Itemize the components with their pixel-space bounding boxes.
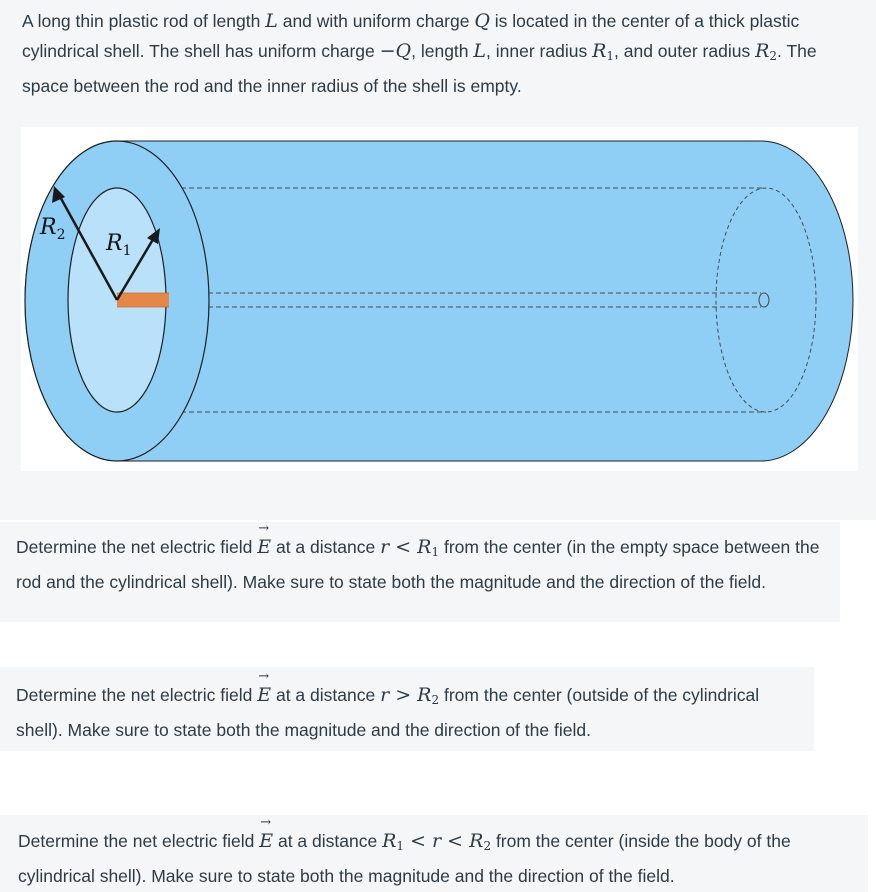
math-R2: $R_2$: [469, 830, 492, 853]
cylinder-figure: [21, 127, 858, 471]
intro-text: , length: [411, 41, 474, 61]
cylinder-diagram: [21, 127, 858, 471]
math-Q: Q: [474, 10, 490, 32]
math-L: L: [265, 10, 278, 32]
label-R1: $R_1$: [106, 231, 132, 259]
charged-rod: [117, 293, 169, 307]
math-r: r: [432, 830, 442, 852]
math-E-vector: E →: [259, 815, 274, 852]
intro-text: , and outer radius: [614, 41, 756, 61]
math-R1: $R_1$: [382, 830, 405, 853]
intro-text: . The space between the rod and the inner radius of the shell is empty.: [22, 41, 817, 96]
math-r: r: [380, 536, 390, 558]
question-1-panel: [0, 522, 840, 622]
intro-text: is located in the center of a thick plastic cylindrical shell. The shell has uniform charge: [22, 11, 800, 61]
math-E-vector: E →: [257, 669, 272, 706]
problem-statement: [22, 6, 862, 101]
question-2-text: Determine the net electric field E → at a distance $r > R_2$ from the center (outside of the cylindrical shell). Make sure to state both the magnitude and the direction of the field.: [16, 669, 760, 740]
math-neg-Q: −Q: [379, 40, 412, 62]
question-2-panel: [0, 667, 814, 751]
label-R2: $R_2$: [40, 215, 66, 243]
math-R2: $R_2$: [417, 684, 440, 707]
math-R2: $R_2$: [755, 40, 778, 63]
intro-text: A long thin plastic rod of length: [22, 11, 266, 31]
math-R1: $R_1$: [417, 536, 440, 559]
math-E-vector: E →: [257, 521, 272, 558]
question-3-text: Determine the net electric field E → at a distance $R_1 < r < R_2$ from the center (inside the body of the cylindrical shell). Make sure to state both the magnitude and the direction of the field.: [18, 815, 791, 886]
intro-text: , inner radius: [486, 41, 593, 61]
math-L: L: [473, 40, 487, 62]
math-R1: $R_1$: [592, 40, 615, 63]
math-r: r: [380, 684, 390, 706]
question-3-panel: [0, 815, 868, 892]
question-1-text: Determine the net electric field E → at a distance $r < R_1$ from the center (in the empty space between the rod and the cylindrical shell). Make sure to state both the magnitude and the direction of the field.: [16, 521, 820, 592]
intro-text: and with uniform charge: [277, 11, 475, 31]
